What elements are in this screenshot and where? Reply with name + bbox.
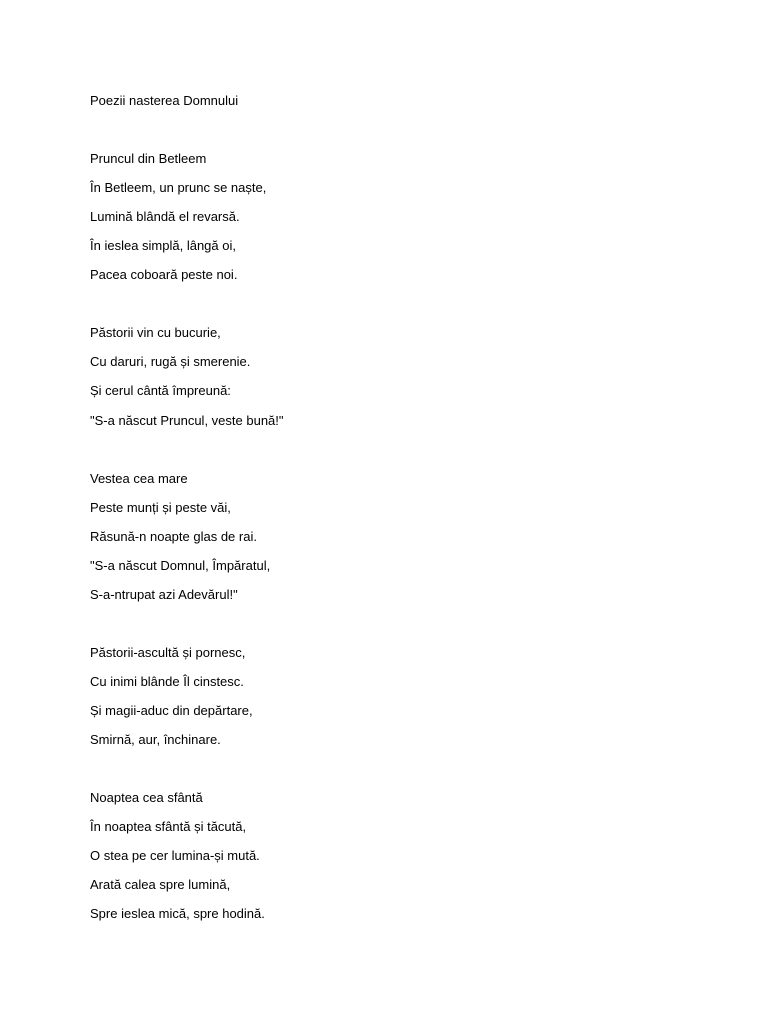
poem-line: În ieslea simplă, lângă oi, [90, 238, 236, 254]
blank-line [90, 442, 690, 471]
poem-line: "S-a născut Domnul, Împăratul, [90, 557, 271, 573]
poem-line: "S-a născut Pruncul, veste bună!" [90, 412, 284, 428]
poem-line: Și cerul cântă împreună: [90, 383, 231, 399]
poem-line: Lumină blândă el revarsă. [90, 209, 240, 225]
stanza [90, 645, 690, 748]
blank-line [90, 296, 690, 325]
poem-line: Pacea coboară peste noi. [90, 267, 238, 283]
blank-line [90, 761, 690, 790]
poem-title: Vestea cea mare [90, 470, 188, 486]
blank-line [90, 616, 690, 645]
poem-line: În noaptea sfântă și tăcută, [90, 819, 247, 835]
poem-line: Spre ieslea mică, spre hodină. [90, 906, 265, 922]
poem-line: Și magii-aduc din depărtare, [90, 702, 253, 718]
poem-line: Cu daruri, rugă și smerenie. [90, 354, 251, 370]
poem-line: Păstorii-ascultă și pornesc, [90, 644, 246, 660]
blank-line [90, 122, 690, 151]
poem-line: Răsună-n noapte glas de rai. [90, 528, 257, 544]
document-title: Poezii nasterea Domnului [90, 93, 239, 108]
poem-line: Păstorii vin cu bucurie, [90, 325, 221, 341]
document-body [90, 93, 690, 935]
stanza [90, 790, 690, 922]
poem-title: Pruncul din Betleem [90, 151, 207, 167]
poem-noaptea-cea-sfanta [90, 790, 690, 922]
poem-vestea-cea-mare [90, 471, 690, 748]
poem-title: Noaptea cea sfântă [90, 790, 203, 806]
poem-line: Cu inimi blânde Îl cinstesc. [90, 673, 244, 689]
stanza [90, 151, 690, 283]
poem-pruncul-din-betleem [90, 151, 690, 428]
poem-line: Peste munți și peste văi, [90, 499, 231, 515]
poem-line: În Betleem, un prunc se naște, [90, 180, 267, 196]
poem-line: O stea pe cer lumina-și mută. [90, 848, 260, 864]
poem-line: Arată calea spre lumină, [90, 877, 231, 893]
poem-line: Smirnă, aur, închinare. [90, 732, 221, 748]
poem-line: S-a-ntrupat azi Adevărul!" [90, 586, 238, 602]
stanza [90, 471, 690, 603]
stanza [90, 325, 690, 428]
